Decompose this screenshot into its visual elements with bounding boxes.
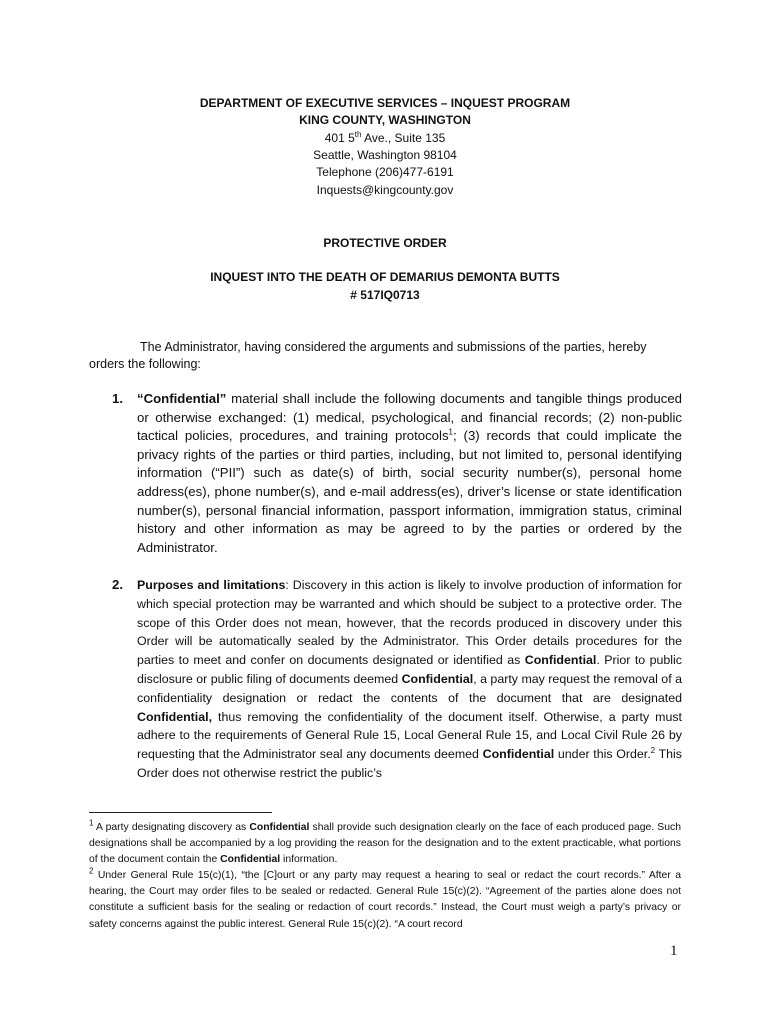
footnote-1: $^1$ A party designating discovery as Confidential shall provide such designation clearly on the face of each produced page. Such designations shall be accompanied by a log providing the reason for the designation and to the extent practicable, what portions of the document contain the Confidential information. — [89, 818, 681, 866]
email-line: Inquests@kingcounty.gov — [316, 183, 454, 197]
city-line: Seattle, Washington 98104 — [313, 148, 457, 162]
department-heading: DEPARTMENT OF EXECUTIVE SERVICES – INQUEST PROGRAM — [199, 96, 571, 110]
case-title: INQUEST INTO THE DEATH OF DEMARIUS DEMONTA BUTTS — [210, 270, 560, 284]
intro-paragraph: The Administrator, having considered the arguments and submissions of the parties, hereby orders the following: — [89, 340, 647, 371]
order-item-1 — [112, 390, 682, 557]
page-number: 1 — [670, 943, 678, 959]
order-item-2 — [112, 576, 682, 783]
footnote-2: $^2$ Under General Rule 15(c)(1), “the [C]ourt or any party may request a hearing to seal or redact the court records.” After a hearing, the Court may order files to be sealed or redacted. General Rule 15(c)(2). “Agreement of the parties alone does not constitute a sufficient basis for the sealing or redaction of court records.” Instead, the Court must weigh a party’s privacy or safety concerns against the public interest. General Rule 15(c)(2). “A court record — [89, 866, 681, 930]
footnote-divider — [89, 812, 272, 813]
item-text: “Confidential” material shall include the following documents and tangible things produced or otherwise exchanged: (1) medical, psychological, and financial records; (2) non-public tactical policies, procedures, and training protocols$^1$; (3) records that could implicate the privacy rights of the parties or third parties, including, but not limited to, personal identifying information (“PII”) such as date(s) of birth, social security number(s), personal home address(es), phone number(s), and e-mail address(es), driver’s license or state identification number(s), personal financial information, passport information, immigration status, criminal history and other information as may be agreed to by the parties or ordered by the Administrator. — [137, 391, 682, 555]
order-title: PROTECTIVE ORDER — [323, 236, 447, 250]
phone-line: Telephone (206)477-6191 — [316, 165, 454, 179]
item-text: Purposes and limitations: Discovery in this action is likely to involve production of information for which special protection may be warranted and which should be subject to a protective order. The scope of this Order does not mean, however, that the records produced in discovery under this Order will be automatically sealed by the Administrator. This Order details procedures for the parties to meet and confer on documents designated or identified as Confidential. Prior to public disclosure or public filing of documents deemed Confidential, a party may request the removal of a confidentiality designation or redact the contents of the document that are designated Confidential, thus removing the confidentiality of the document itself. Otherwise, a party must adhere to the requirements of General Rule 15, Local General Rule 15, and Local Civil Rule 26 by requesting that the Administrator seal any documents deemed Confidential under this Order.$^2$ This Order does not otherwise restrict the public’s — [137, 578, 682, 780]
address-line: 401 5th Ave., Suite 135 — [324, 130, 446, 145]
footnote-ref: 1 — [448, 427, 453, 437]
footnote-ref: 2 — [650, 746, 656, 756]
item-number: 1. — [112, 391, 123, 406]
county-heading: KING COUNTY, WASHINGTON — [299, 113, 471, 127]
item-number: 2. — [112, 577, 123, 592]
case-number: # 517IQ0713 — [350, 288, 420, 302]
